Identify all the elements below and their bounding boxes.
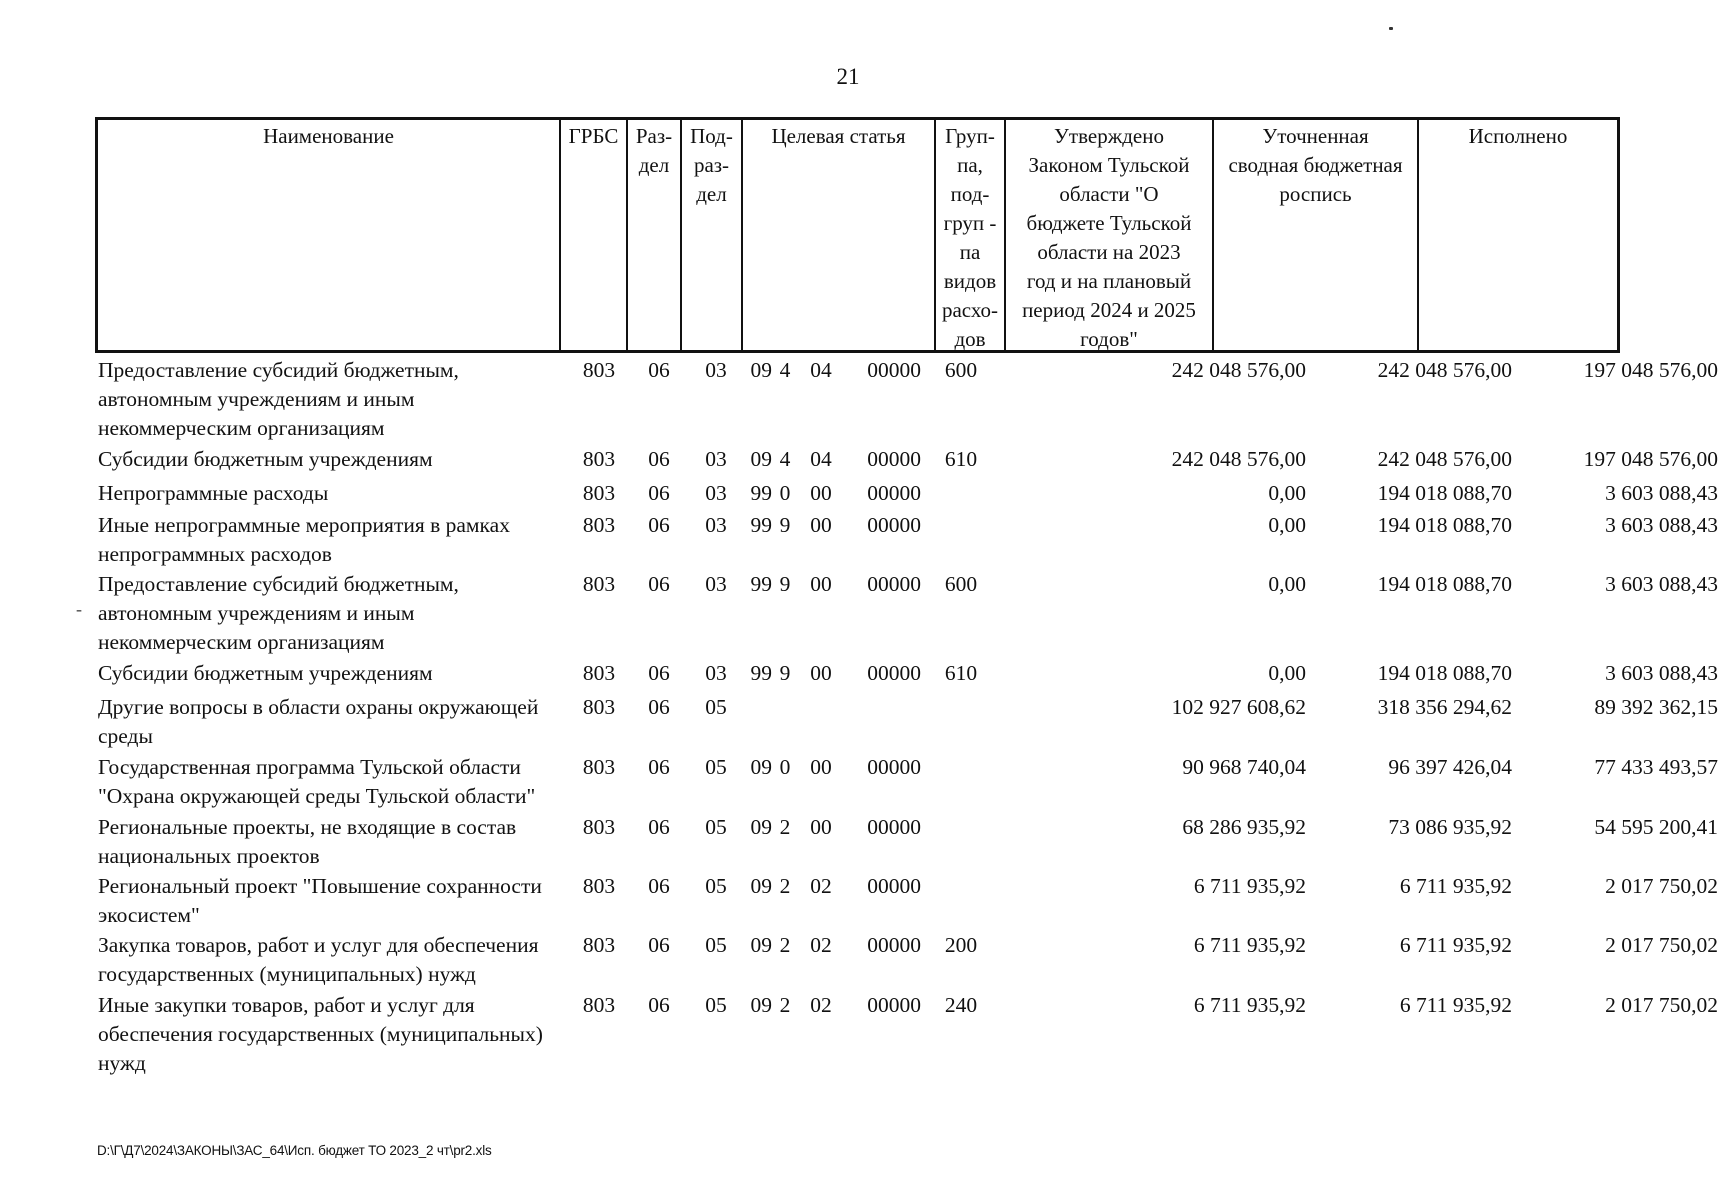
cell-target-direction: 00000 — [867, 358, 921, 382]
cell-podrazdel: 05 — [705, 874, 727, 898]
cell-executed: 3 603 088,43 — [1605, 572, 1718, 596]
cell-target-direction: 00000 — [867, 933, 921, 957]
cell-razdel: 06 — [648, 661, 670, 685]
cell-executed: 2 017 750,02 — [1605, 993, 1718, 1017]
cell-specified: 6 711 935,92 — [1399, 993, 1512, 1017]
cell-executed: 2 017 750,02 — [1605, 933, 1718, 957]
table-row — [95, 659, 1718, 688]
cell-executed: 2 017 750,02 — [1605, 874, 1718, 898]
cell-podrazdel: 03 — [705, 572, 727, 596]
cell-grbs: 803 — [582, 993, 616, 1017]
row-name: Закупка товаров, работ и услуг для обеспечения государственных (муниципальных) нужд — [98, 933, 539, 986]
cell-podrazdel: 03 — [705, 661, 727, 685]
cell-target-program: 09 — [750, 447, 772, 471]
cell-target-subprogram: 4 — [779, 447, 791, 471]
cell-target-subprogram: 2 — [779, 993, 791, 1017]
cell-executed: 3 603 088,43 — [1605, 513, 1718, 537]
cell-target-event: 00 — [810, 481, 832, 505]
row-name: Предоставление субсидий бюджетным, автономным учреждениям и иным некоммерческим организациям — [98, 572, 459, 654]
cell-grbs: 803 — [582, 358, 616, 382]
cell-target-direction: 00000 — [867, 572, 921, 596]
cell-target-subprogram: 0 — [779, 755, 791, 779]
cell-target-direction: 00000 — [867, 661, 921, 685]
cell-target-direction: 00000 — [867, 481, 921, 505]
table-row — [95, 872, 1718, 930]
cell-executed: 197 048 576,00 — [1583, 447, 1718, 471]
cell-specified: 194 018 088,70 — [1377, 661, 1512, 685]
cell-target-program: 99 — [750, 661, 772, 685]
cell-podrazdel: 05 — [705, 815, 727, 839]
cell-podrazdel: 05 — [705, 755, 727, 779]
cell-podrazdel: 03 — [705, 358, 727, 382]
header-podrazdel: Под- раз- дел — [680, 120, 741, 350]
cell-target-program: 09 — [750, 755, 772, 779]
cell-grbs: 803 — [582, 695, 616, 719]
row-name: Иные непрограммные мероприятия в рамках непрограммных расходов — [98, 513, 510, 566]
cell-target-program: 09 — [750, 358, 772, 382]
cell-razdel: 06 — [648, 572, 670, 596]
cell-target-program: 09 — [750, 933, 772, 957]
cell-specified: 96 397 426,04 — [1388, 755, 1512, 779]
cell-razdel: 06 — [648, 874, 670, 898]
table-row — [95, 931, 1718, 989]
table-row — [95, 356, 1718, 443]
cell-target-direction: 00000 — [867, 447, 921, 471]
cell-target-subprogram: 9 — [779, 572, 791, 596]
header-specified: Уточненная сводная бюджетная роспись — [1212, 120, 1417, 350]
cell-approved: 90 968 740,04 — [1182, 755, 1306, 779]
cell-target-program: 09 — [750, 993, 772, 1017]
cell-podrazdel: 03 — [705, 481, 727, 505]
row-name: Субсидии бюджетным учреждениям — [98, 447, 433, 471]
cell-specified: 242 048 576,00 — [1377, 358, 1512, 382]
cell-target-event: 04 — [810, 358, 832, 382]
cell-target-subprogram: 2 — [779, 874, 791, 898]
header-name: Наименование — [263, 124, 394, 148]
cell-target-event: 02 — [810, 874, 832, 898]
cell-target-event: 02 — [810, 933, 832, 957]
header-razdel: Раз- дел — [626, 120, 680, 350]
cell-grbs: 803 — [582, 661, 616, 685]
cell-approved: 6 711 935,92 — [1193, 874, 1306, 898]
table-row — [95, 693, 1718, 751]
cell-group: 600 — [944, 358, 978, 382]
row-name: Иные закупки товаров, работ и услуг для обеспечения государственных (муниципальных) нужд — [98, 993, 543, 1075]
row-name: Региональные проекты, не входящие в состав национальных проектов — [98, 815, 517, 868]
cell-target-program: 09 — [750, 874, 772, 898]
cell-target-program: 09 — [750, 815, 772, 839]
cell-razdel: 06 — [648, 755, 670, 779]
page-number: 21 — [836, 64, 860, 89]
row-name: Субсидии бюджетным учреждениям — [98, 661, 433, 685]
cell-specified: 242 048 576,00 — [1377, 447, 1512, 471]
cell-group: 240 — [944, 993, 978, 1017]
cell-executed: 3 603 088,43 — [1605, 661, 1718, 685]
cell-target-direction: 00000 — [867, 993, 921, 1017]
cell-razdel: 06 — [648, 695, 670, 719]
cell-approved: 0,00 — [1268, 661, 1306, 685]
cell-target-subprogram: 9 — [779, 661, 791, 685]
cell-specified: 194 018 088,70 — [1377, 572, 1512, 596]
cell-approved: 68 286 935,92 — [1182, 815, 1306, 839]
cell-target-subprogram: 4 — [779, 358, 791, 382]
header-approved: Утверждено Законом Тульской области "О бюджете Тульской области на 2023 год и на плановый период 2024 и 2025 годов" — [1004, 120, 1212, 350]
header-group: Груп- па, под- груп - па видов расхо- дов — [934, 120, 1004, 350]
cell-grbs: 803 — [582, 755, 616, 779]
cell-target-event: 00 — [810, 755, 832, 779]
cell-specified: 194 018 088,70 — [1377, 481, 1512, 505]
table-header — [95, 117, 1620, 353]
cell-target-program: 99 — [750, 513, 772, 537]
cell-grbs: 803 — [582, 815, 616, 839]
cell-grbs: 803 — [582, 447, 616, 471]
cell-podrazdel: 05 — [705, 993, 727, 1017]
cell-podrazdel: 05 — [705, 933, 727, 957]
cell-group: 600 — [944, 572, 978, 596]
cell-podrazdel: 03 — [705, 513, 727, 537]
scan-speck — [1389, 27, 1393, 30]
cell-executed: 77 433 493,57 — [1594, 755, 1718, 779]
cell-target-subprogram: 2 — [779, 815, 791, 839]
cell-podrazdel: 05 — [705, 695, 727, 719]
cell-target-direction: 00000 — [867, 874, 921, 898]
cell-approved: 6 711 935,92 — [1193, 933, 1306, 957]
cell-approved: 0,00 — [1268, 513, 1306, 537]
cell-approved: 242 048 576,00 — [1171, 447, 1306, 471]
cell-target-subprogram: 2 — [779, 933, 791, 957]
scan-mark: - — [76, 599, 82, 619]
table-row — [95, 570, 1718, 657]
cell-specified: 318 356 294,62 — [1377, 695, 1512, 719]
cell-approved: 0,00 — [1268, 481, 1306, 505]
cell-grbs: 803 — [582, 933, 616, 957]
cell-specified: 73 086 935,92 — [1388, 815, 1512, 839]
cell-approved: 6 711 935,92 — [1193, 993, 1306, 1017]
cell-razdel: 06 — [648, 358, 670, 382]
file-path: D:\Г\Д7\2024\ЗАКОНЫ\ЗАС_64\Исп. бюджет ТО 2023_2 чт\pr2.xls — [97, 1143, 492, 1158]
cell-grbs: 803 — [582, 874, 616, 898]
cell-razdel: 06 — [648, 815, 670, 839]
cell-specified: 194 018 088,70 — [1377, 513, 1512, 537]
table-row — [95, 479, 1718, 508]
header-grbs: ГРБС — [559, 120, 626, 350]
cell-target-event: 00 — [810, 513, 832, 537]
cell-target-program: 99 — [750, 572, 772, 596]
table-row — [95, 511, 1718, 569]
cell-target-event: 02 — [810, 993, 832, 1017]
cell-razdel: 06 — [648, 513, 670, 537]
cell-target-direction: 00000 — [867, 755, 921, 779]
cell-approved: 242 048 576,00 — [1171, 358, 1306, 382]
header-target: Целевая статья — [741, 120, 934, 350]
cell-executed: 3 603 088,43 — [1605, 481, 1718, 505]
cell-group: 610 — [944, 661, 978, 685]
cell-target-subprogram: 9 — [779, 513, 791, 537]
cell-target-event: 00 — [810, 815, 832, 839]
cell-target-event: 04 — [810, 447, 832, 471]
cell-podrazdel: 03 — [705, 447, 727, 471]
cell-specified: 6 711 935,92 — [1399, 933, 1512, 957]
row-name: Непрограммные расходы — [98, 481, 329, 505]
cell-razdel: 06 — [648, 481, 670, 505]
table-row — [95, 991, 1718, 1078]
cell-target-event: 00 — [810, 572, 832, 596]
cell-group: 200 — [944, 933, 978, 957]
cell-grbs: 803 — [582, 513, 616, 537]
cell-executed: 197 048 576,00 — [1583, 358, 1718, 382]
row-name: Другие вопросы в области охраны окружающей среды — [98, 695, 539, 748]
table-row — [95, 445, 1718, 474]
cell-razdel: 06 — [648, 933, 670, 957]
cell-razdel: 06 — [648, 447, 670, 471]
cell-group: 610 — [944, 447, 978, 471]
cell-specified: 6 711 935,92 — [1399, 874, 1512, 898]
cell-razdel: 06 — [648, 993, 670, 1017]
cell-target-event: 00 — [810, 661, 832, 685]
cell-target-program: 99 — [750, 481, 772, 505]
table-row — [95, 753, 1718, 811]
cell-grbs: 803 — [582, 572, 616, 596]
row-name: Региональный проект "Повышение сохранности экосистем" — [98, 874, 542, 927]
cell-approved: 102 927 608,62 — [1171, 695, 1306, 719]
table-row — [95, 813, 1718, 871]
table-body — [95, 356, 1718, 1078]
cell-executed: 89 392 362,15 — [1594, 695, 1718, 719]
cell-target-direction: 00000 — [867, 513, 921, 537]
cell-target-subprogram: 0 — [779, 481, 791, 505]
cell-executed: 54 595 200,41 — [1594, 815, 1718, 839]
row-name: Предоставление субсидий бюджетным, автономным учреждениям и иным некоммерческим организациям — [98, 358, 459, 440]
cell-target-direction: 00000 — [867, 815, 921, 839]
cell-approved: 0,00 — [1268, 572, 1306, 596]
header-executed: Исполнено — [1417, 120, 1617, 350]
row-name: Государственная программа Тульской области "Охрана окружающей среды Тульской области" — [98, 755, 536, 808]
cell-grbs: 803 — [582, 481, 616, 505]
